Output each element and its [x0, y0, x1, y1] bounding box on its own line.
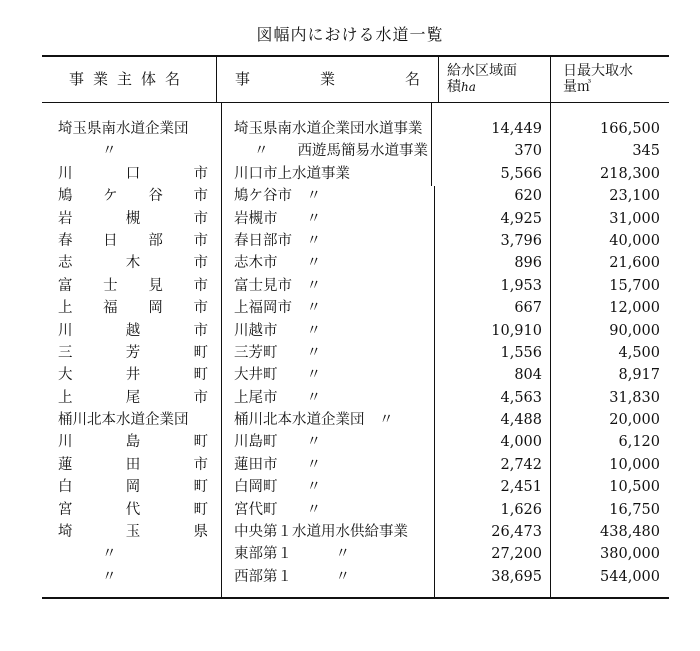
project-cell: 東部第１ 〃 — [234, 546, 350, 563]
max-intake-cell: 31,000 — [609, 210, 660, 227]
entity-cell: 〃 — [102, 568, 117, 585]
entity-cell: 富 士 見 市 — [58, 277, 208, 294]
supply-area-cell: 38,695 — [491, 568, 542, 585]
table-row — [42, 342, 669, 364]
entity-cell: 宮 代 町 — [58, 501, 208, 518]
max-intake-cell: 6,120 — [618, 434, 660, 451]
entity-cell: 埼 玉 県 — [58, 524, 208, 541]
entity-cell: 〃 — [102, 143, 117, 160]
max-intake-cell: 15,700 — [609, 277, 660, 294]
header-area-line2: 積ha — [447, 78, 476, 95]
table-row — [42, 521, 669, 543]
table-row — [42, 476, 669, 498]
project-cell: 大井町 〃 — [234, 367, 321, 384]
project-cell: 中央第１水道用水供給事業 — [234, 524, 408, 541]
project-cell: 川越市 〃 — [234, 322, 321, 339]
max-intake-cell: 166,500 — [600, 121, 660, 137]
max-intake-cell: 31,830 — [609, 389, 660, 406]
table-row — [42, 431, 669, 453]
max-intake-cell: 4,500 — [618, 344, 660, 361]
supply-area-cell: 27,200 — [491, 546, 542, 563]
max-intake-cell: 10,000 — [609, 456, 660, 473]
max-intake-cell: 544,000 — [600, 568, 660, 585]
supply-area-cell: 370 — [514, 143, 542, 160]
max-intake-cell: 21,600 — [609, 255, 660, 272]
entity-cell: 三 芳 町 — [58, 344, 208, 361]
header-project-char: 業 — [319, 70, 335, 88]
supply-area-cell: 4,563 — [500, 389, 542, 406]
page-title: 図幅内における水道一覧 — [256, 25, 444, 44]
table-row — [42, 275, 669, 297]
max-intake-cell: 40,000 — [609, 232, 660, 249]
header-max-daily-intake — [551, 55, 669, 102]
table-row — [42, 230, 669, 252]
max-intake-cell: 345 — [632, 143, 660, 160]
entity-cell: 〃 — [102, 546, 117, 563]
supply-area-cell: 10,910 — [491, 322, 542, 339]
header-supply-area — [439, 55, 550, 102]
project-cell: 宮代町 〃 — [234, 501, 321, 518]
project-cell: 上福岡市 〃 — [234, 300, 321, 317]
max-intake-cell: 20,000 — [609, 412, 660, 429]
entity-cell: 埼玉県南水道企業団 — [58, 121, 189, 137]
table-row — [42, 185, 669, 207]
table-body — [42, 118, 669, 588]
project-cell: 富士見市 〃 — [234, 277, 321, 294]
entity-cell: 春 日 部 市 — [58, 232, 208, 249]
table-row — [42, 118, 669, 140]
project-cell: 川島町 〃 — [234, 434, 321, 451]
supply-area-cell: 14,449 — [491, 121, 542, 137]
header-rule — [42, 102, 669, 103]
project-cell: 川口市上水道事業 — [234, 165, 350, 182]
max-intake-cell: 218,300 — [600, 165, 660, 182]
entity-cell: 上 尾 市 — [58, 389, 208, 406]
project-cell: 三芳町 〃 — [234, 344, 321, 361]
project-cell: 白岡町 〃 — [234, 479, 321, 496]
entity-cell: 大 井 町 — [58, 367, 208, 384]
header-intake-line1: 日最大取水 — [563, 62, 633, 79]
supply-area-cell: 1,953 — [500, 277, 542, 294]
header-area-unit: ha — [461, 79, 476, 94]
project-cell: 桶川北本水道企業団 〃 — [234, 412, 394, 429]
supply-area-cell: 4,000 — [500, 434, 542, 451]
entity-cell: 鳩 ケ 谷 市 — [58, 188, 208, 205]
table-row — [42, 140, 669, 162]
supply-area-cell: 804 — [514, 367, 542, 384]
max-intake-cell: 23,100 — [609, 188, 660, 205]
supply-area-cell: 1,556 — [500, 344, 542, 361]
supply-area-cell: 5,566 — [500, 165, 542, 182]
supply-area-cell: 2,742 — [500, 456, 542, 473]
supply-area-cell: 4,488 — [500, 412, 542, 429]
header-intake-line2: 量㎥ — [563, 78, 591, 95]
project-cell: 〃 西遊馬簡易水道事業 — [254, 143, 428, 160]
project-cell: 蓮田市 〃 — [234, 456, 321, 473]
max-intake-cell: 8,917 — [618, 367, 660, 384]
table-row — [42, 543, 669, 565]
header-project-name — [217, 55, 438, 102]
header-entity-name: 事業主体名 — [68, 70, 189, 88]
table-row — [42, 297, 669, 319]
table-row — [42, 208, 669, 230]
max-intake-cell: 16,750 — [609, 501, 660, 518]
entity-cell: 川 越 市 — [58, 322, 208, 339]
water-supply-table — [42, 55, 669, 599]
entity-cell: 上 福 岡 市 — [58, 300, 208, 317]
entity-cell: 白 岡 町 — [58, 479, 208, 496]
table-row — [42, 566, 669, 588]
max-intake-cell: 12,000 — [609, 300, 660, 317]
supply-area-cell: 1,626 — [500, 501, 542, 518]
supply-area-cell: 620 — [514, 188, 542, 205]
table-row — [42, 252, 669, 274]
max-intake-cell: 380,000 — [600, 546, 660, 563]
supply-area-cell: 896 — [514, 255, 542, 272]
supply-area-cell: 4,925 — [500, 210, 542, 227]
header-area-line1: 給水区域面 — [447, 62, 517, 79]
project-cell: 志木市 〃 — [234, 255, 321, 272]
max-intake-cell: 438,480 — [600, 524, 660, 541]
table-row — [42, 499, 669, 521]
entity-cell: 川 島 町 — [58, 434, 208, 451]
header-project-char: 名 — [404, 70, 420, 88]
entity-cell: 志 木 市 — [58, 255, 208, 272]
table-row — [42, 364, 669, 386]
project-cell: 鳩ケ谷市 〃 — [234, 188, 321, 205]
table-row — [42, 163, 669, 185]
table-row — [42, 454, 669, 476]
entity-cell: 川 口 市 — [58, 165, 208, 182]
supply-area-cell: 3,796 — [500, 232, 542, 249]
supply-area-cell: 2,451 — [500, 479, 542, 496]
table-bottom-rule — [42, 597, 669, 599]
project-cell: 春日部市 〃 — [234, 232, 321, 249]
entity-cell: 岩 槻 市 — [58, 210, 208, 227]
project-cell: 上尾市 〃 — [234, 389, 321, 406]
supply-area-cell: 26,473 — [491, 524, 542, 541]
supply-area-cell: 667 — [514, 300, 542, 317]
table-row — [42, 387, 669, 409]
table-row — [42, 320, 669, 342]
project-cell: 西部第１ 〃 — [234, 568, 350, 585]
entity-cell: 桶川北本水道企業団 — [58, 412, 189, 429]
max-intake-cell: 10,500 — [609, 479, 660, 496]
max-intake-cell: 90,000 — [609, 322, 660, 339]
entity-cell: 蓮 田 市 — [58, 456, 208, 473]
header-project-char: 事 — [235, 70, 251, 88]
project-cell: 埼玉県南水道企業団水道事業 — [234, 121, 423, 137]
table-row — [42, 409, 669, 431]
project-cell: 岩槻市 〃 — [234, 210, 321, 227]
